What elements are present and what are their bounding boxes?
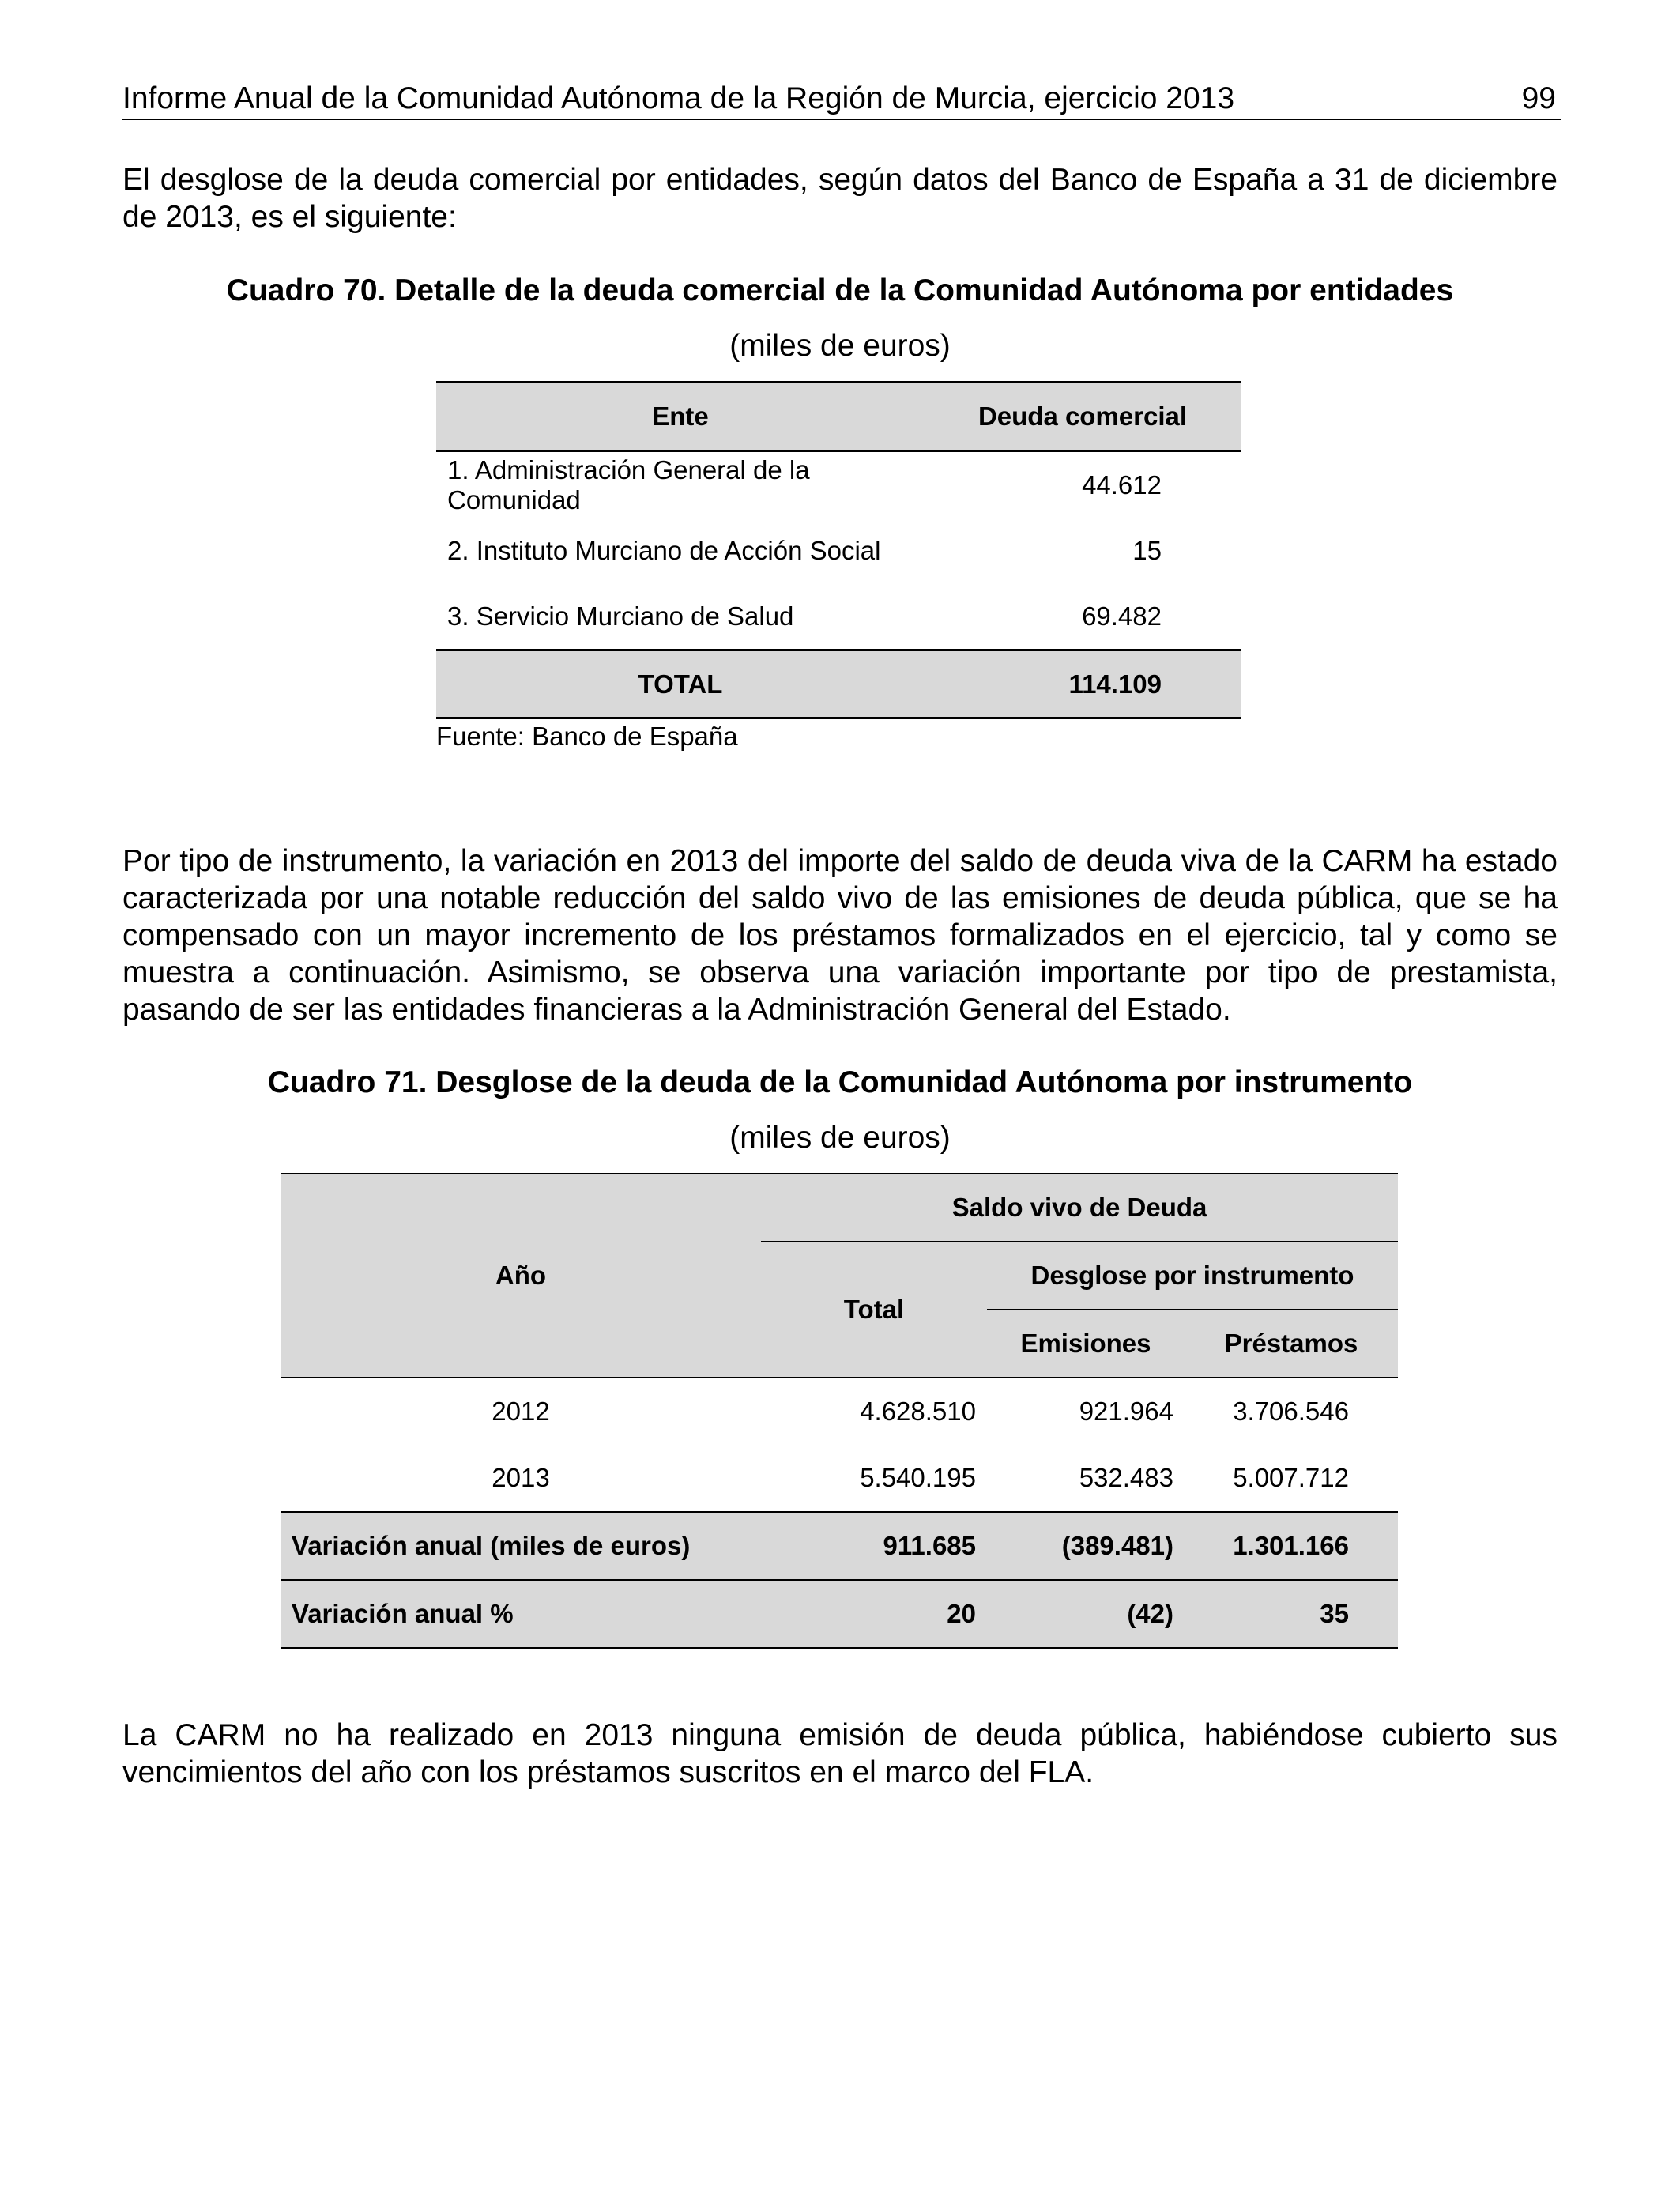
table70-total-value: 114.109: [1068, 669, 1162, 699]
table71-variation-pct-total: 20: [947, 1599, 976, 1628]
table70-header-ente: Ente: [652, 401, 709, 431]
table70-total-label: TOTAL: [638, 669, 723, 699]
table70-cell-ente: 1. Administración General de la Comunidad: [447, 454, 810, 515]
table70-header-row: [436, 383, 1241, 451]
table71-header-prestamos: Préstamos: [1185, 1310, 1398, 1378]
table71-variation-abs-total: 911.685: [883, 1531, 976, 1560]
table70-total-row: [436, 650, 1241, 718]
page-header: [122, 79, 1561, 120]
table71-header-group: Saldo vivo de Deuda: [761, 1174, 1398, 1242]
table71-variation-pct-label: Variación anual %: [292, 1599, 514, 1628]
table-row: [436, 451, 1241, 518]
table71-caption: Cuadro 71. Desglose de la deuda de la Comunidad Autónoma por instrumento: [267, 1065, 1413, 1099]
table70-header-deuda: Deuda comercial: [977, 401, 1188, 431]
table71-cell-emisiones: 921.964: [1079, 1397, 1173, 1426]
table71-cell-year: 2013: [492, 1463, 550, 1492]
table71-header-breakdown: Desglose por instrumento: [987, 1242, 1398, 1310]
table70: [436, 381, 1241, 719]
table71: [281, 1173, 1398, 1649]
table70-cell-value: 15: [1132, 535, 1162, 565]
table71-unit: (miles de euros): [729, 1121, 951, 1155]
table71-cell-year: 2012: [492, 1397, 550, 1426]
table70-cell-value: 69.482: [1082, 601, 1162, 631]
table70-cell-ente: 2. Instituto Murciano de Acción Social: [447, 535, 881, 565]
table71-header-total: Total: [761, 1242, 987, 1378]
table71-cell-total: 4.628.510: [860, 1397, 976, 1426]
middle-paragraph: Por tipo de instrumento, la variación en 2013 del importe del saldo de deuda viva de la CARM ha estado caracterizada por una notable reducción del saldo vivo de las emisiones de deuda pública, que se ha compensado con un mayor incremento de los préstamos formalizados en el ejercicio, tal y como se muestra a continuación. Asimismo, se observa una variación importante por tipo de prestamista, pasando de ser las entidades financieras a la Administración General del Estado.: [122, 844, 1558, 1027]
table71-cell-prestamos: 3.706.546: [1233, 1397, 1349, 1426]
table71-header-year: Año: [281, 1174, 761, 1378]
table71-variation-pct-emisiones: (42): [1127, 1599, 1173, 1628]
table71-cell-emisiones: 532.483: [1079, 1463, 1173, 1492]
table70-cell-value: 44.612: [1082, 469, 1162, 499]
table70-cell-ente: 3. Servicio Murciano de Salud: [447, 601, 794, 631]
table70-source: Fuente: Banco de España: [436, 722, 738, 751]
table71-variation-abs-prestamos: 1.301.166: [1233, 1531, 1349, 1560]
table70-unit: (miles de euros): [729, 329, 951, 363]
table71-header-row-1: [281, 1174, 1398, 1242]
page-number: 99: [1521, 81, 1556, 115]
table71-variation-abs-label: Variación anual (miles de euros): [292, 1531, 691, 1560]
table71-cell-prestamos: 5.007.712: [1233, 1463, 1349, 1492]
table-row: [436, 583, 1241, 650]
table71-variation-abs-emisiones: (389.481): [1061, 1531, 1173, 1560]
intro-paragraph: El desglose de la deuda comercial por entidades, según datos del Banco de España a 31 de diciembre de 2013, es el siguiente:: [122, 163, 1558, 234]
table71-cell-total: 5.540.195: [860, 1463, 976, 1492]
table71-variation-pct-row: [281, 1580, 1398, 1648]
table-row: [281, 1378, 1398, 1445]
table71-variation-pct-prestamos: 35: [1320, 1599, 1349, 1628]
table70-caption: Cuadro 70. Detalle de la deuda comercial de la Comunidad Autónoma por entidades: [226, 273, 1454, 307]
closing-paragraph: La CARM no ha realizado en 2013 ninguna emisión de deuda pública, habiéndose cubierto sus vencimientos del año con los préstamos suscritos en el marco del FLA.: [122, 1718, 1558, 1789]
table71-variation-abs-row: [281, 1512, 1398, 1580]
table-row: [281, 1445, 1398, 1512]
table-row: [436, 518, 1241, 583]
header-title: Informe Anual de la Comunidad Autónoma de la Región de Murcia, ejercicio 2013: [122, 81, 1235, 115]
table71-header-emisiones: Emisiones: [987, 1310, 1185, 1378]
